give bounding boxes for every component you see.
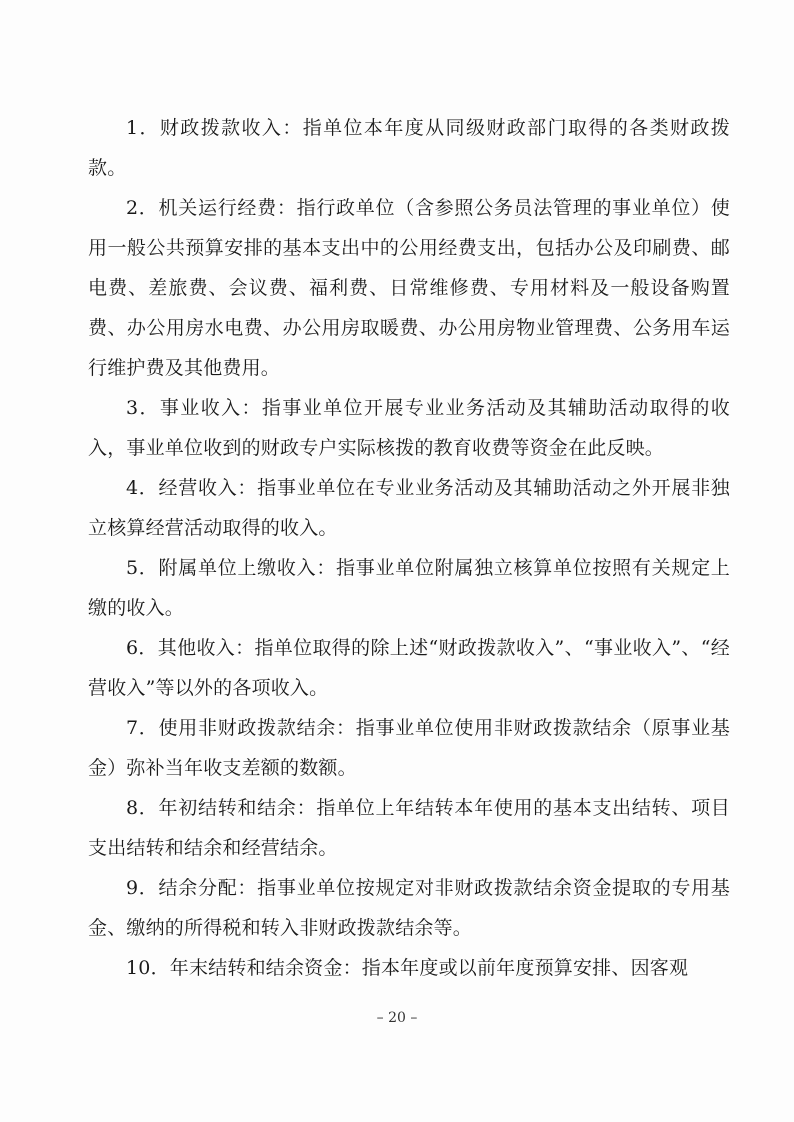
paragraph-10: 10．年末结转和结余资金：指本年度或以前年度预算安排、因客观 [126,957,689,979]
paragraph-4: 4．经营收入：指事业单位在专业业务活动及其辅助活动之外开展非独立核算经营活动取得的收入。 [88,477,730,539]
document-body [88,108,730,988]
paragraph-8: 8．年初结转和结余：指单位上年结转本年使用的基本支出结转、项目支出结转和结余和经营结余。 [88,797,730,859]
paragraph-6: 6．其他收入：指单位取得的除上述“财政拨款收入”、“事业收入”、“经营收入”等以外的各项收入。 [88,637,730,699]
page-number: – 20 – [376,1010,418,1026]
paragraph-7: 7．使用非财政拨款结余：指事业单位使用非财政拨款结余（原事业基金）弥补当年收支差额的数额。 [88,717,730,779]
paragraph-3: 3．事业收入：指事业单位开展专业业务活动及其辅助活动取得的收入，事业单位收到的财政专户实际核拨的教育收费等资金在此反映。 [88,397,730,459]
paragraph-5: 5．附属单位上缴收入：指事业单位附属独立核算单位按照有关规定上缴的收入。 [88,557,730,619]
paragraph-2: 2．机关运行经费：指行政单位（含参照公务员法管理的事业单位）使用一般公共预算安排的基本支出中的公用经费支出，包括办公及印刷费、邮电费、差旅费、会议费、福利费、日常维修费、专用材料及一般设备购置费、办公用房水电费、办公用房取暖费、办公用房物业管理费、公务用车运行维护费及其他费用。 [88,197,730,379]
paragraph-9: 9．结余分配：指事业单位按规定对非财政拨款结余资金提取的专用基金、缴纳的所得税和转入非财政拨款结余等。 [88,877,730,939]
paragraph-1: 1．财政拨款收入：指单位本年度从同级财政部门取得的各类财政拨款。 [88,117,730,179]
